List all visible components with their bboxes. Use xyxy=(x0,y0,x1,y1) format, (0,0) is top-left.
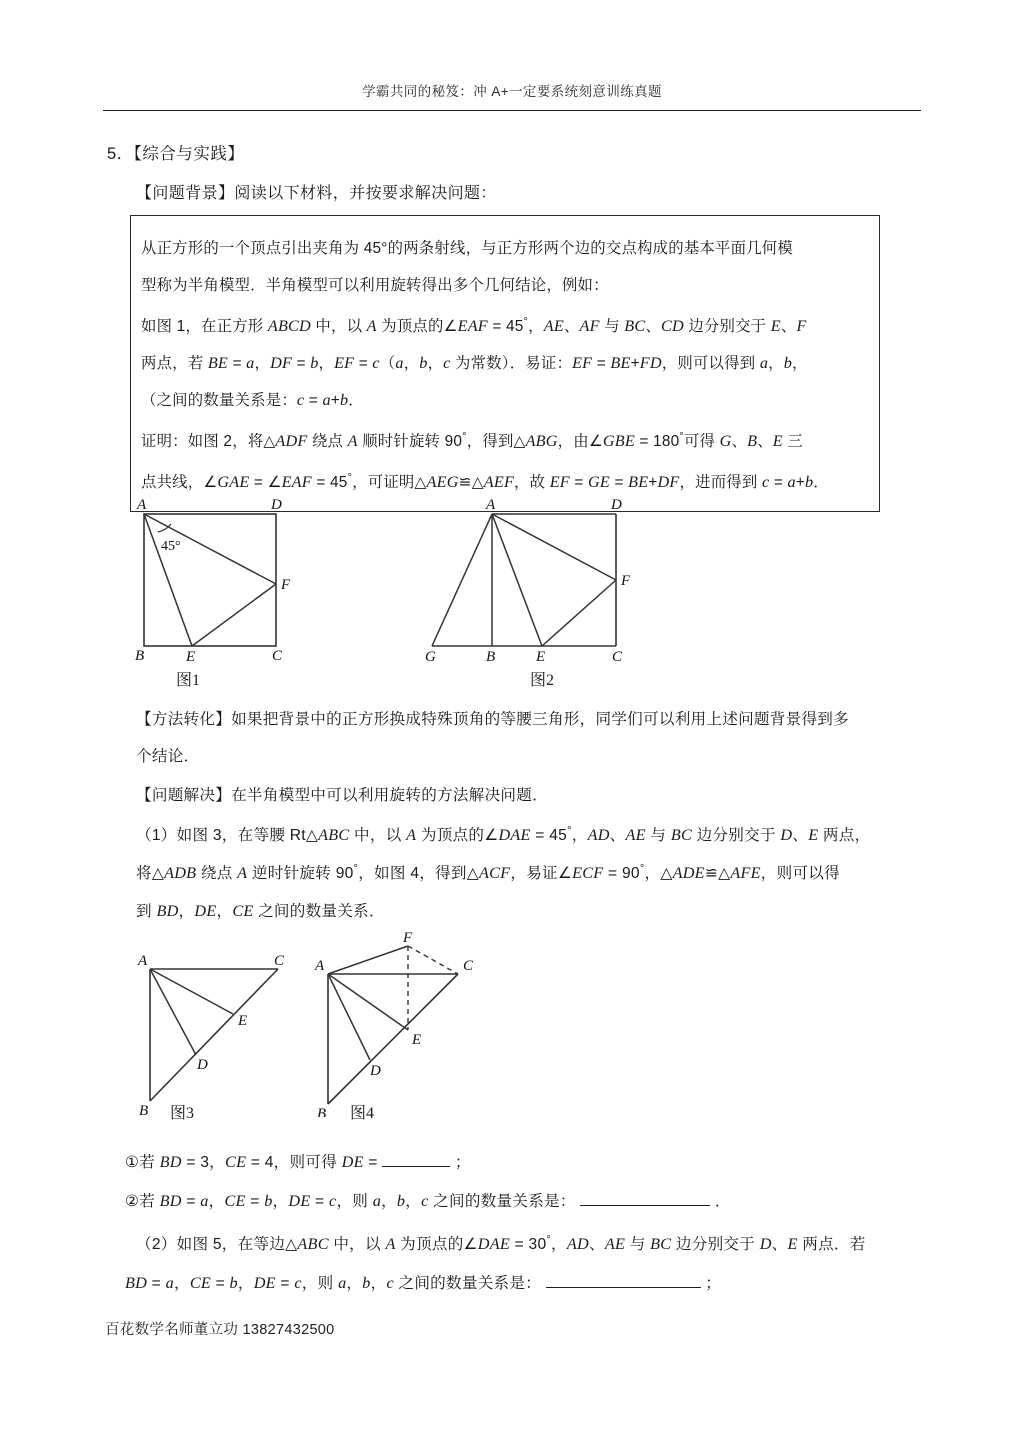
figure-4-label-A: A xyxy=(315,958,325,974)
answer-blank-part2[interactable] xyxy=(546,1287,701,1288)
figure-3-caption: 图3 xyxy=(170,1105,195,1122)
figure-1-drawing xyxy=(130,498,350,663)
figure-2 xyxy=(420,498,650,668)
figure-1-angle-label: 45° xyxy=(161,539,181,554)
figure-1 xyxy=(130,498,350,668)
material-line-5: （之间的数量关系是：c = a+b． xyxy=(141,391,364,410)
page-header-title: 学霸共同的秘笈：冲 A+一定要系统刻意训练真题 xyxy=(362,84,662,99)
part2-line-1: （2）如图 5，在等边△ABC 中，以 A 为顶点的∠DAE = 30°，AD、AE 与 BC 边分别交于 D、E 两点．若 xyxy=(136,1233,866,1253)
method-transform-line-1: 【方法转化】如果把背景中的正方形换成特殊顶角的等腰三角形，同学们可以利用上述问题背景得到多 xyxy=(136,711,849,728)
figure-2-label-F: F xyxy=(621,573,631,589)
figure-3 xyxy=(128,955,308,1120)
figure-1-caption: 图1 xyxy=(176,672,201,689)
item-1-line: ①若 BD = 3，CE = 4，则可得 DE = ； xyxy=(125,1153,471,1171)
figure-2-drawing xyxy=(420,498,650,663)
figure-2-caption: 图2 xyxy=(530,672,555,689)
part2-line-2: BD = a，CE = b，DE = c，则 a，b，c 之间的数量关系是： ； xyxy=(125,1274,722,1292)
figure-3-drawing xyxy=(128,955,308,1115)
figure-3-label-E: E xyxy=(238,1013,248,1029)
method-transform-line-2: 个结论． xyxy=(136,748,200,765)
figure-2-label-B: B xyxy=(486,649,496,663)
figure-4-label-F: F xyxy=(403,932,413,946)
material-line-1: 从正方形的一个顶点引出夹角为 45°的两条射线，与正方形两个边的交点构成的基本平面几何模 xyxy=(141,240,793,257)
part1-line-3: 到 BD，DE，CE 之间的数量关系． xyxy=(136,902,385,920)
figure-2-label-E: E xyxy=(536,649,546,663)
figure-2-label-D: D xyxy=(611,498,622,513)
page-footer: 百花数学名师董立功 13827432500 xyxy=(105,1322,335,1338)
figure-1-label-D: D xyxy=(271,498,282,513)
figure-2-label-C: C xyxy=(612,649,623,663)
question-number: 5．【综合与实践】 xyxy=(107,145,245,163)
figure-1-label-C: C xyxy=(272,648,283,663)
material-line-2: 型称为半角模型．半角模型可以利用旋转得出多个几何结论，例如： xyxy=(141,277,609,294)
material-line-3: 如图 1，在正方形 ABCD 中，以 A 为顶点的∠EAF = 45°，AE、AF 与 BC、CD 边分别交于 E、F xyxy=(141,316,807,336)
figure-3-label-C: C xyxy=(274,955,285,969)
header-divider xyxy=(103,110,921,111)
problem-solve-line: 【问题解决】在半角模型中可以利用旋转的方法解决问题． xyxy=(136,787,548,804)
part1-line-1: （1）如图 3，在等腰 Rt△ABC 中，以 A 为顶点的∠DAE = 45°，AD、AE 与 BC 边分别交于 D、E 两点， xyxy=(136,824,871,844)
figure-3-label-D: D xyxy=(197,1057,208,1073)
figure-2-label-A: A xyxy=(486,498,496,513)
answer-blank-item1[interactable] xyxy=(382,1166,450,1167)
figure-3-label-A: A xyxy=(138,955,148,969)
figure-3-label-B: B xyxy=(139,1103,149,1115)
material-box xyxy=(130,215,880,512)
figure-4-label-D: D xyxy=(370,1063,381,1079)
material-line-6: 证明：如图 2，将△ADF 绕点 A 顺时针旋转 90°，得到△ABG，由∠GBE = 180°可得 G、B、E 三 xyxy=(141,431,803,451)
figure-4 xyxy=(308,932,508,1122)
figure-4-label-C: C xyxy=(463,958,474,974)
figure-1-label-E: E xyxy=(186,649,196,663)
figure-1-label-F: F xyxy=(281,577,291,593)
figure-1-label-B: B xyxy=(135,648,145,663)
figure-4-label-E: E xyxy=(412,1032,422,1048)
figure-4-label-B: B xyxy=(317,1106,327,1117)
figure-4-caption: 图4 xyxy=(350,1105,375,1122)
problem-background-lead: 【问题背景】阅读以下材料，并按要求解决问题： xyxy=(136,185,497,202)
item-2-line: ②若 BD = a，CE = b，DE = c，则 a，b，c 之间的数量关系是： ． xyxy=(125,1192,731,1210)
part1-line-2: 将△ADB 绕点 A 逆时针旋转 90°，如图 4，得到△ACF，易证∠ECF = 90°，△ADE≌△AFE，则可以得 xyxy=(136,862,840,882)
material-line-4: 两点，若 BE = a，DF = b，EF = c（a，b，c 为常数）．易证：EF = BE+FD，则可以得到 a，b， xyxy=(141,354,808,373)
figure-1-label-A: A xyxy=(137,498,147,513)
figure-2-label-G: G xyxy=(425,649,436,663)
figure-4-drawing xyxy=(308,932,508,1117)
answer-blank-item2[interactable] xyxy=(580,1205,710,1206)
material-line-7: 点共线，∠GAE = ∠EAF = 45°，可证明△AEG≌△AEF，故 EF = GE = BE+DF，进而得到 c = a+b． xyxy=(141,472,829,492)
